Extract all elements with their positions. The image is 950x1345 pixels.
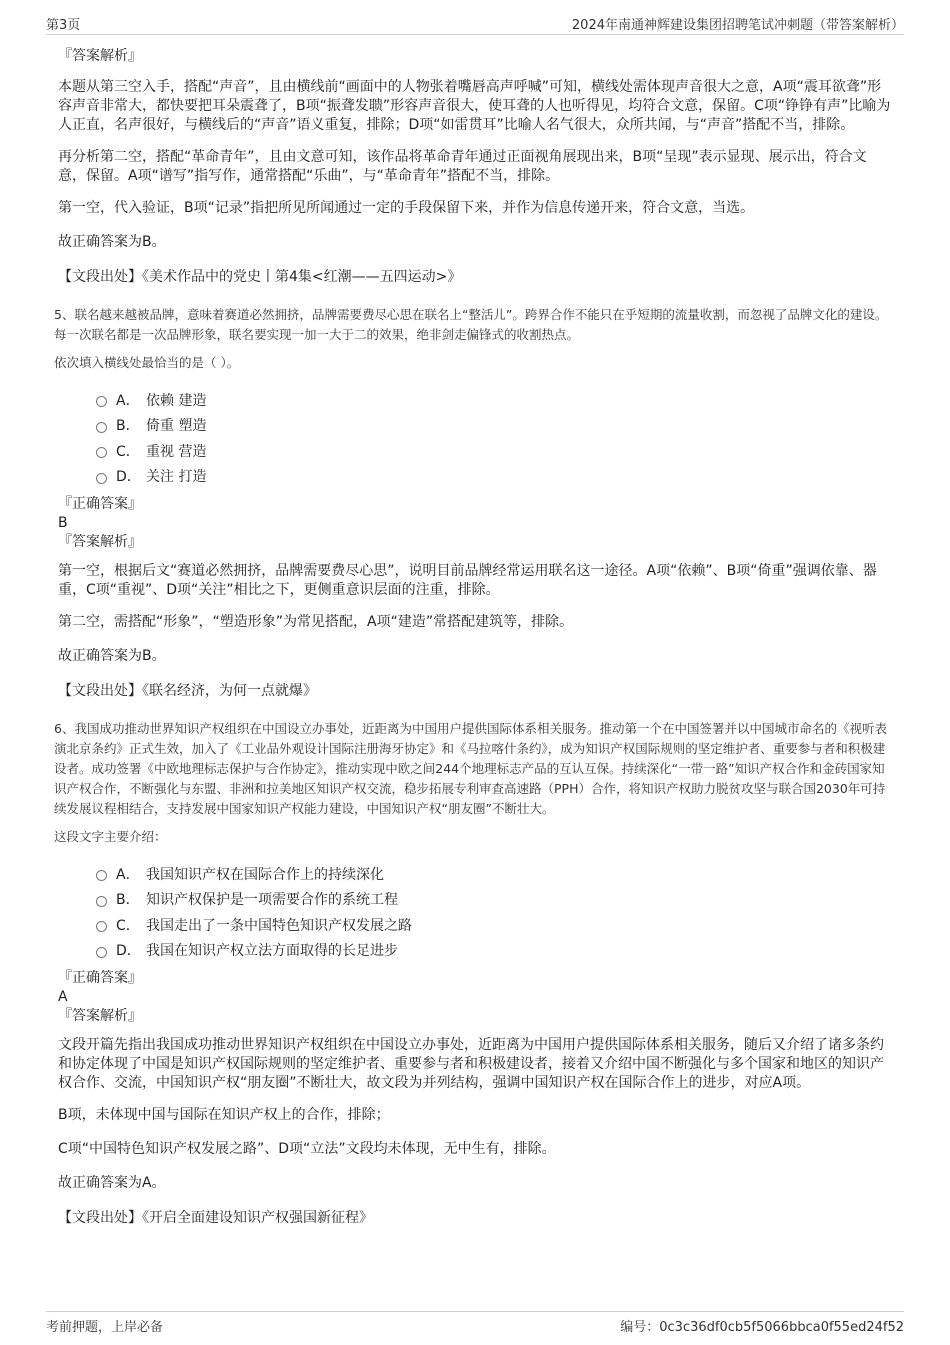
option-letter: B． [116,892,140,909]
option-text: 知识产权保护是一项需要合作的系统工程 [146,892,398,909]
option-letter: A． [116,392,140,409]
question-prompt: 依次填入横线处最恰当的是（ ）。 [54,355,240,370]
correct-answer-block [58,495,892,552]
answer-conclusion: 故正确答案为B。 [58,648,166,664]
correct-answer-label: 『正确答案』 [58,970,142,986]
option-text: 倚重 塑造 [146,418,207,435]
option-letter: C． [116,443,140,460]
radio-icon[interactable] [96,896,107,907]
analysis-paragraph: B项，未体现中国与国际在知识产权上的合作，排除； [58,1107,390,1123]
option-text: 依赖 建造 [146,392,207,409]
analysis-label: 『答案解析』 [58,534,142,550]
analysis-paragraph: 本题从第三空入手，搭配“声音”，且由横线前“画面中的人物张着嘴唇高声呼喊”可知，横线处需体现声音很大之意，A项“震耳欲聋”形容声音非常大，都快要把耳朵震聋了，B项“振聋发聩”形容声音很大，使耳聋的人也听得见，均符合文意，保留。C项“铮铮有声”比喻为人正直，名声很好，与横线后的“声音”语义重复，排除；D项“如雷贯耳”比喻人名气很大，众所共闻，与“声音”搭配不当，排除。 [58,79,891,133]
document-id: 编号：0c3c36df0cb5f5066bbca0f55ed24f52 [620,1320,904,1335]
option-text: 关注 打造 [146,469,207,486]
source-citation: 【文段出处】《联名经济，为何一点就爆》 [58,683,317,699]
analysis-paragraph: 文段开篇先指出我国成功推动世界知识产权组织在中国设立办事处，近距离为中国用户提供国际体系相关服务，随后又介绍了诸多条约和协定体现了中国是知识产权国际规则的坚定维护者、重要参与者和积极建设者，接着又介绍中国不断强化与多个国家和地区的知识产权合作、交流，中国知识产权“朋友圈”不断壮大，故文段为并列结构，强调中国知识产权在国际合作上的进步，对应A项。 [58,1037,884,1091]
option-text: 重视 营造 [146,443,207,460]
correct-answer-label: 『正确答案』 [58,496,142,512]
option-letter: C． [116,917,140,934]
page-header [46,12,904,35]
option-letter: A． [116,866,140,883]
radio-icon[interactable] [96,396,107,407]
option-a[interactable] [96,861,892,887]
option-d[interactable] [96,938,892,964]
analysis-label: 『答案解析』 [58,48,142,64]
radio-icon[interactable] [96,473,107,484]
analysis-label: 『答案解析』 [58,1008,142,1024]
option-text: 我国走出了一条中国特色知识产权发展之路 [146,917,412,934]
option-list [96,861,892,963]
page-footer [46,1311,904,1336]
option-c[interactable] [96,912,892,938]
radio-icon[interactable] [96,447,107,458]
radio-icon[interactable] [96,947,107,958]
analysis-paragraph: 第二空，需搭配“形象”，“塑造形象”为常见搭配，A项“建造”常搭配建筑等，排除。 [58,614,574,630]
correct-answer-value: B [58,515,68,531]
document-content [56,46,892,1246]
source-citation: 【文段出处】《美术作品中的党史丨第4集<红潮——五四运动>》 [58,269,462,285]
option-letter: D． [116,943,141,960]
footer-slogan: 考前押题，上岸必备 [46,1320,164,1335]
option-text: 我国在知识产权立法方面取得的长足进步 [146,943,398,960]
question-text: 5、联名越来越被品牌，意味着赛道必然拥挤，品牌需要费尽心思在联名上“整活儿”。跨界合作不能只在乎短期的流量收割，而忽视了品牌文化的建设。每一次联名都是一次品牌形象，联名要实现一加一大于二的效果，绝非剑走偏锋式的收割热点。 [54,307,888,342]
option-list [96,387,892,489]
analysis-paragraph: 再分析第二空，搭配“革命青年”，且由文意可知，该作品将革命青年通过正面视角展现出来，B项“呈现”表示显现、展示出，符合文意，保留。A项“谱写”指写作，通常搭配“乐曲”，与“革命青年”搭配不当，排除。 [58,149,867,184]
radio-icon[interactable] [96,422,107,433]
correct-answer-block [58,969,892,1026]
radio-icon[interactable] [96,870,107,881]
option-letter: D． [116,469,141,486]
question-prompt: 这段文字主要介绍： [54,829,167,844]
answer-conclusion: 故正确答案为B。 [58,234,166,250]
radio-icon[interactable] [96,921,107,932]
option-d[interactable] [96,464,892,490]
source-citation: 【文段出处】《开启全面建设知识产权强国新征程》 [58,1210,373,1226]
option-a[interactable] [96,387,892,413]
analysis-paragraph: C项“中国特色知识产权发展之路”、D项“立法”文段均未体现，无中生有，排除。 [58,1141,556,1157]
analysis-paragraph: 第一空，代入验证，B项“记录”指把所见所闻通过一定的手段保留下来，并作为信息传递开来，符合文意，当选。 [58,200,755,216]
page-number: 第3页 [46,18,81,33]
option-text: 我国知识产权在国际合作上的持续深化 [146,866,384,883]
correct-answer-value: A [58,989,68,1005]
option-b[interactable] [96,887,892,913]
document-title: 2024年南通神辉建设集团招聘笔试冲刺题（带答案解析） [571,18,904,33]
analysis-paragraph: 第一空，根据后文“赛道必然拥挤，品牌需要费尽心思”，说明目前品牌经常运用联名这一途径。A项“依赖”、B项“倚重”强调依靠、器重，C项“重视”、D项“关注”相比之下，更侧重意识层面的注重，排除。 [58,563,877,598]
answer-conclusion: 故正确答案为A。 [58,1175,166,1191]
option-c[interactable] [96,438,892,464]
option-letter: B． [116,418,140,435]
option-b[interactable] [96,413,892,439]
question-text: 6、我国成功推动世界知识产权组织在中国设立办事处，近距离为中国用户提供国际体系相关服务。推动第一个在中国签署并以中国城市命名的《视听表演北京条约》正式生效，加入了《工业品外观设计国际注册海牙协定》和《马拉喀什条约》，成为知识产权国际规则的坚定维护者、重要参与者和积极建设者。成功签署《中欧地理标志保护与合作协定》，推动实现中欧之间244个地理标志产品的互认互保。持续深化“一带一路”知识产权合作和金砖国家知识产权合作，不断强化与东盟、非洲和拉美地区知识产权交流，稳步拓展专利审查高速路（PPH）合作，将知识产权助力脱贫攻坚与联合国2030年可持续发展议程相结合，支持发展中国家知识产权能力建设，中国知识产权“朋友圈”不断壮大。 [54,721,887,816]
